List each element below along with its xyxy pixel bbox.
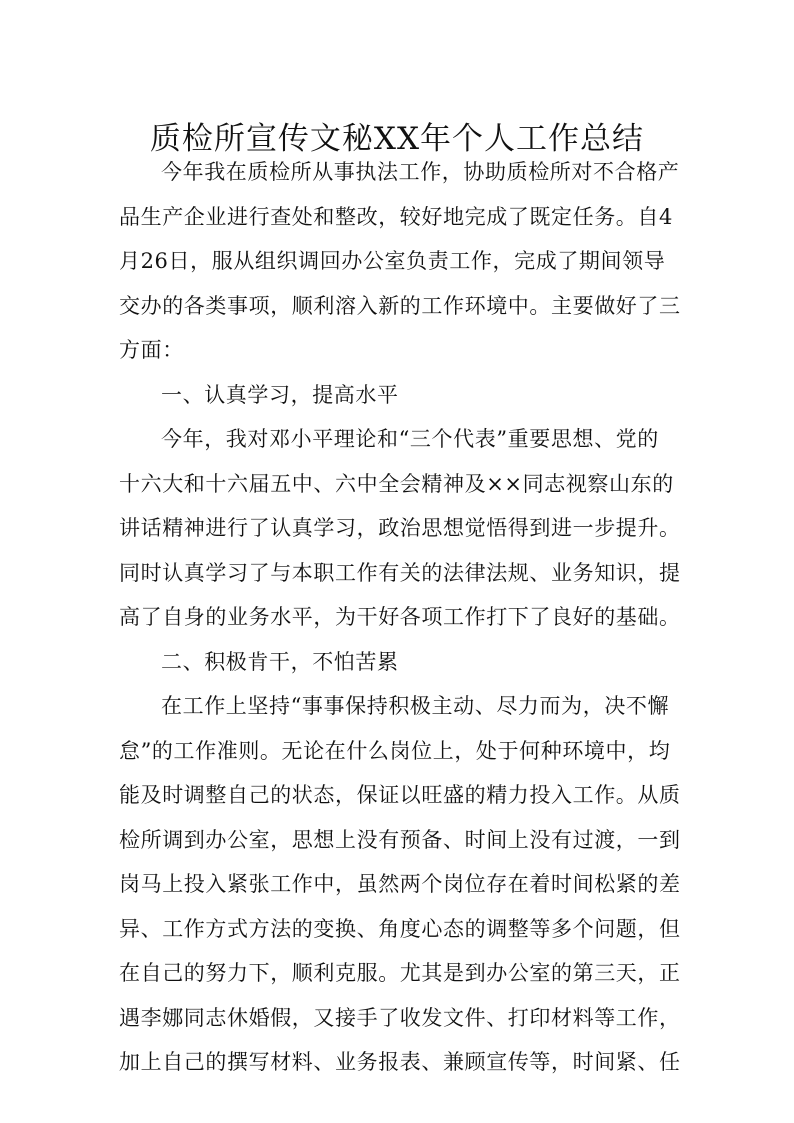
- body-line: 同时认真学习了与本职工作有关的法律法规、业务知识，提: [119, 560, 681, 585]
- body-line: 异、工作方式方法的变换、角度心态的调整等多个问题，但: [119, 916, 681, 941]
- body-line: 岗马上投入紧张工作中，虽然两个岗位存在着时间松紧的差: [119, 872, 681, 896]
- body-line: 在自己的努力下，顺利克服。尤其是到办公室的第三天，正: [119, 961, 681, 985]
- section-heading: 一、认真学习，提高水平: [161, 382, 399, 407]
- body-line: 十六大和十六届五中、六中全会精神及××同志视察山东的: [119, 471, 674, 496]
- body-line: 检所调到办公室，思想上没有预备、时间上没有过渡，一到: [119, 827, 681, 852]
- section-heading: 二、积极肯干，不怕苦累: [161, 649, 399, 674]
- body-line: 在工作上坚持“事事保持积极主动、尽力而为，决不懈: [161, 694, 670, 718]
- body-line: 交办的各类事项，顺利溶入新的工作环境中。主要做好了三: [119, 293, 681, 318]
- body-line: 讲话精神进行了认真学习，政治思想觉悟得到进一步提升。: [119, 516, 681, 540]
- body-line: 今年我在质检所从事执法工作，协助质检所对不合格产: [161, 160, 680, 184]
- body-line: 怠”的工作准则。无论在什么岗位上，处于何种环境中，均: [119, 738, 671, 763]
- body-line: 高了自身的业务水平，为干好各项工作打下了良好的基础。: [119, 605, 681, 629]
- body-line: 今年，我对邓小平理论和“三个代表”重要思想、党的: [161, 427, 659, 451]
- body-line: 能及时调整自己的状态，保证以旺盛的精力投入工作。从质: [119, 783, 681, 807]
- body-line: 方面：: [119, 338, 184, 362]
- body-line: 月26日，服从组织调回办公室负责工作，完成了期间领导: [119, 249, 666, 273]
- document-title: 质检所宣传文秘XX年个人工作总结: [149, 120, 645, 157]
- body-line: 遇李娜同志休婚假，又接手了收发文件、打印材料等工作，: [119, 1005, 681, 1030]
- document-body: [119, 150, 689, 1085]
- body-line: 品生产企业进行查处和整改，较好地完成了既定任务。自4: [119, 204, 673, 229]
- body-line: 加上自己的撰写材料、业务报表、兼顾宣传等，时间紧、任: [119, 1050, 681, 1074]
